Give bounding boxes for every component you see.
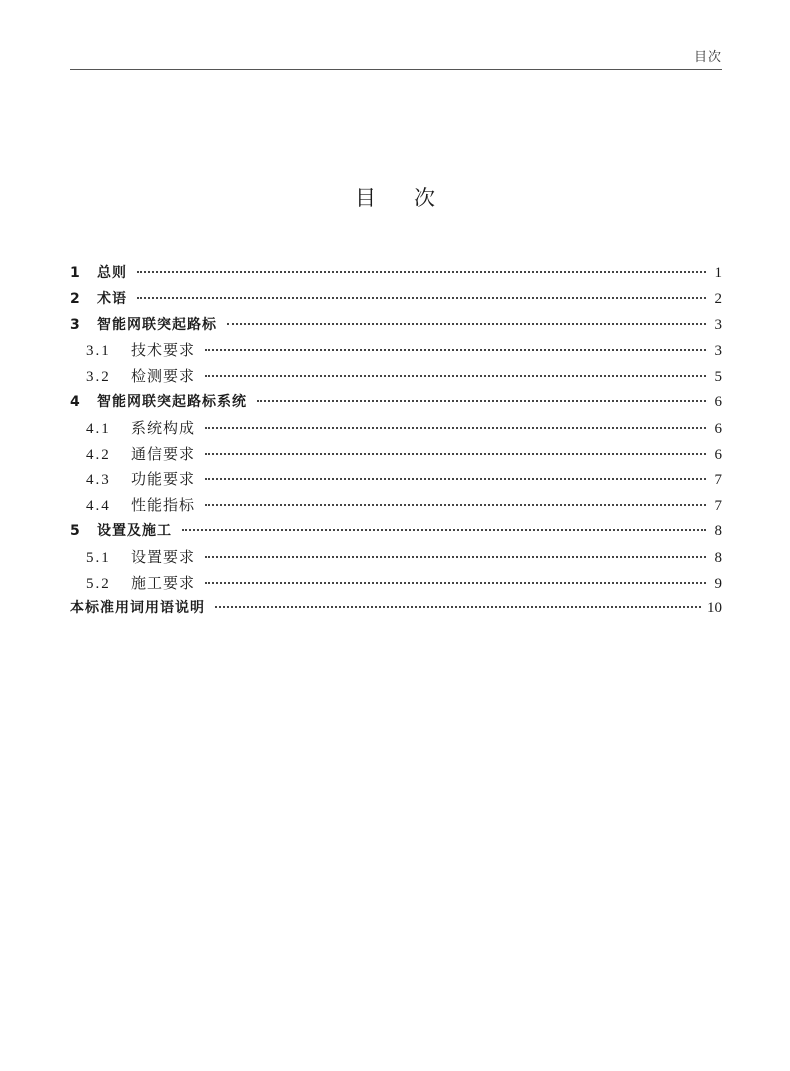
toc-entry-label: 施工要求 <box>131 573 196 592</box>
toc-entry[interactable] <box>70 390 722 416</box>
header-divider <box>70 69 722 70</box>
toc-entry-label: 性能指标 <box>131 496 196 515</box>
toc-entry-page: 8 <box>714 522 722 539</box>
toc-entry-page: 6 <box>714 446 722 463</box>
dot-leader <box>215 606 701 608</box>
dot-leader <box>137 297 706 299</box>
toc-entry-label: 系统构成 <box>131 418 196 437</box>
toc-entry-page: 1 <box>714 265 722 281</box>
toc-entry-label: 技术要求 <box>131 341 196 360</box>
toc-entry-page: 3 <box>714 343 722 360</box>
toc-entry-page: 8 <box>714 549 722 566</box>
toc-entry-page: 7 <box>714 498 722 515</box>
dot-leader <box>205 556 706 558</box>
toc-entry-number: 4.1 <box>86 420 111 437</box>
toc-subentry[interactable] <box>70 364 722 390</box>
toc-entry-number: 3 <box>70 316 80 333</box>
dot-leader <box>227 323 706 325</box>
toc-entry-label: 总则 <box>97 265 127 281</box>
toc-subentry[interactable] <box>70 442 722 468</box>
toc-subentry[interactable] <box>70 545 722 571</box>
toc-subentry[interactable] <box>70 338 722 364</box>
toc-entry-label: 功能要求 <box>131 470 196 489</box>
toc-subentry[interactable] <box>70 416 722 442</box>
toc-entry-appendix[interactable] <box>70 596 722 622</box>
toc-entry-number: 4.2 <box>86 446 111 463</box>
toc-entry-number: 5.1 <box>86 549 111 566</box>
toc-entry-number: 2 <box>70 290 80 307</box>
dot-leader <box>205 582 706 584</box>
running-header: 目次 <box>693 50 722 65</box>
toc-entry-label: 设置要求 <box>131 547 196 566</box>
toc-entry-page: 6 <box>714 420 722 437</box>
table-of-contents <box>70 261 722 622</box>
dot-leader <box>182 529 706 531</box>
toc-entry-label: 智能网联突起路标 <box>97 316 217 333</box>
toc-entry-number: 5.2 <box>86 575 111 592</box>
toc-entry-page: 6 <box>714 393 722 410</box>
toc-subentry[interactable] <box>70 493 722 519</box>
toc-entry-number: 1 <box>70 265 80 281</box>
dot-leader <box>205 504 706 506</box>
dot-leader <box>205 478 706 480</box>
toc-entry-number: 4.3 <box>86 472 111 489</box>
dot-leader <box>257 400 706 402</box>
toc-entry-page: 7 <box>714 472 722 489</box>
dot-leader <box>137 271 706 273</box>
toc-entry[interactable] <box>70 261 722 287</box>
toc-entry-page: 3 <box>714 316 722 333</box>
toc-entry-page: 2 <box>714 290 722 307</box>
toc-entry[interactable] <box>70 287 722 313</box>
toc-entry[interactable] <box>70 519 722 545</box>
toc-entry-number: 5 <box>70 522 80 539</box>
toc-entry-number: 3.1 <box>86 343 111 360</box>
toc-entry-label: 通信要求 <box>131 444 196 463</box>
toc-entry-number: 3.2 <box>86 369 111 386</box>
toc-entry-label: 术语 <box>97 290 127 307</box>
toc-entry-page: 9 <box>714 575 722 592</box>
dot-leader <box>205 375 706 377</box>
toc-entry-label: 智能网联突起路标系统 <box>97 393 247 410</box>
page-title <box>0 182 790 212</box>
toc-entry-label: 设置及施工 <box>97 522 172 539</box>
dot-leader <box>205 427 706 429</box>
toc-entry-number: 4.4 <box>86 498 111 515</box>
dot-leader <box>205 453 706 455</box>
page-title-char: 次 <box>414 186 435 210</box>
toc-subentry[interactable] <box>70 467 722 493</box>
toc-subentry[interactable] <box>70 571 722 597</box>
toc-entry-number: 4 <box>70 393 80 410</box>
toc-entry[interactable] <box>70 313 722 339</box>
dot-leader <box>205 349 706 351</box>
toc-entry-label: 检测要求 <box>131 367 196 386</box>
toc-entry-page: 10 <box>707 600 722 617</box>
toc-entry-label: 本标准用词用语说明 <box>70 600 205 617</box>
toc-entry-page: 5 <box>714 369 722 386</box>
page-title-char: 目 <box>355 186 376 210</box>
